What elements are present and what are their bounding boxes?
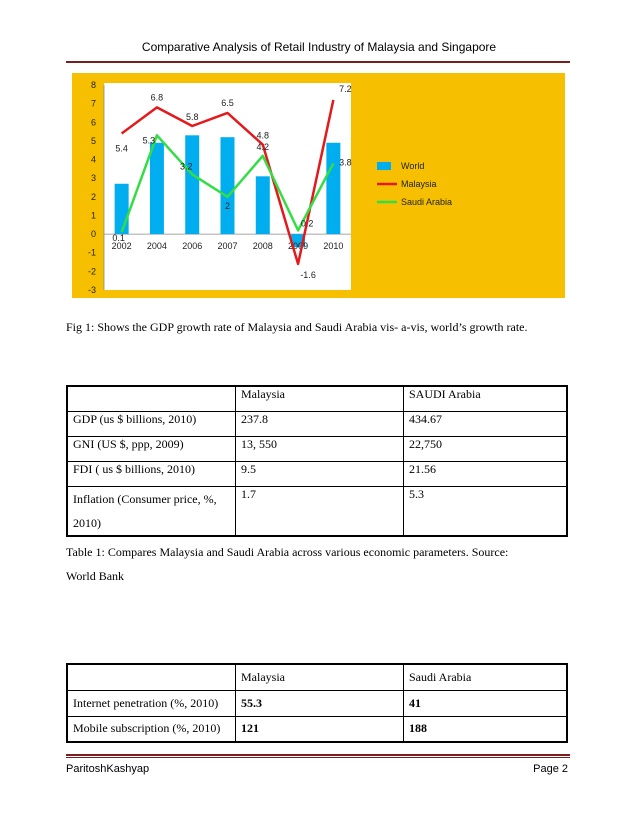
y-tick-label: -3 [87, 285, 96, 295]
cell-line: Inflation (Consumer price, %, [73, 491, 217, 506]
table-row [67, 716, 567, 742]
bar-world [150, 143, 164, 234]
table-cell: FDI ( us $ billions, 2010) [67, 461, 236, 486]
economic-table [66, 385, 568, 537]
caption-line: Table 1: Compares Malaysia and Saudi Arabia across various economic parameters. Source: [66, 545, 509, 559]
table-row [67, 690, 567, 716]
table-cell: Internet penetration (%, 2010) [67, 690, 236, 716]
footer-page: Page 2 [533, 763, 568, 775]
y-tick-label: -2 [87, 266, 96, 277]
legend-label: Saudi Arabia [401, 197, 453, 207]
data-label: 5.3 [142, 135, 156, 146]
legend-swatch-world [377, 162, 391, 170]
table-row [67, 486, 567, 536]
table-caption [66, 540, 508, 588]
table-cell: 1.7 [236, 486, 404, 536]
table-cell [236, 716, 404, 742]
table-cell [236, 690, 404, 716]
y-tick-label: 6 [90, 117, 96, 128]
legend-label: World [401, 161, 425, 171]
table-row [67, 461, 567, 486]
x-tick-label: 2006 [182, 241, 203, 252]
x-tick-label: 2007 [217, 241, 238, 252]
y-tick-label: 3 [90, 173, 96, 184]
gdp-growth-chart [72, 73, 565, 298]
data-label: 6.8 [150, 92, 164, 103]
figure-caption: Fig 1: Shows the GDP growth rate of Malaysia and Saudi Arabia vis- a-vis, world’s growth rate. [66, 320, 528, 334]
x-tick-label: 2004 [146, 241, 167, 252]
data-label: 0.2 [300, 218, 314, 229]
table-row [67, 386, 567, 411]
y-tick-label: 8 [90, 80, 96, 90]
bar-world [185, 135, 199, 234]
table-cell: 237.8 [236, 411, 404, 436]
y-tick-label: 0 [90, 229, 96, 240]
data-label: 7.2 [339, 83, 352, 94]
cell-value: 41 [409, 695, 421, 710]
table-cell: SAUDI Arabia [404, 386, 568, 411]
table-cell [67, 664, 236, 690]
table-cell: GNI (US $, ppp, 2009) [67, 436, 236, 461]
legend-label: Malaysia [401, 179, 437, 189]
table-row [67, 664, 567, 690]
bar-world [256, 176, 270, 234]
footer-rule-thin [66, 757, 570, 758]
table-cell: Malaysia [236, 386, 404, 411]
x-tick-label: 2009 [288, 241, 309, 252]
x-tick-label: 2002 [111, 241, 132, 252]
data-label: 5.8 [185, 112, 199, 122]
footer-author: ParitoshKashyap [66, 763, 150, 775]
y-tick-label: -1 [87, 247, 96, 258]
table-cell: 9.5 [236, 461, 404, 486]
data-label: 4.8 [256, 130, 270, 141]
table-cell [404, 690, 568, 716]
table-cell: 434.67 [404, 411, 568, 436]
table-row [67, 411, 567, 436]
page-header: Comparative Analysis of Retail Industry of Malaysia and Singapore [141, 40, 497, 54]
y-tick-label: 1 [90, 210, 96, 221]
data-label: 0.1 [112, 233, 125, 244]
y-tick-label: 4 [90, 154, 96, 165]
cell-value: 55.3 [241, 695, 262, 710]
data-label: 6.5 [221, 97, 234, 108]
bar-world [221, 137, 235, 234]
data-label: 5.4 [115, 143, 128, 154]
table-cell: Malaysia [236, 664, 404, 690]
data-label: 2 [224, 200, 231, 211]
table-cell: Saudi Arabia [404, 664, 568, 690]
data-label: 3.2 [179, 161, 193, 172]
y-tick-label: 5 [90, 135, 96, 146]
x-tick-label: 2010 [323, 241, 344, 252]
table-cell: 22,750 [404, 436, 568, 461]
table-cell: 21.56 [404, 461, 568, 486]
header-rule [66, 61, 570, 63]
data-label: -1.6 [300, 269, 316, 280]
cell-value: 121 [241, 721, 259, 736]
footer-rule [66, 754, 570, 756]
x-tick-label: 2008 [252, 241, 273, 252]
bar-world [115, 184, 129, 234]
data-label: 4.2 [256, 141, 270, 152]
cell-value: 188 [409, 721, 427, 736]
table-cell: Mobile subscription (%, 2010) [67, 716, 236, 742]
table-cell: 5.3 [404, 486, 568, 536]
y-tick-label: 2 [90, 191, 96, 202]
table-cell [404, 716, 568, 742]
table-cell [67, 486, 236, 536]
caption-line: World Bank [66, 569, 125, 583]
table-cell [67, 386, 236, 411]
table-cell: 13, 550 [236, 436, 404, 461]
table-row [67, 436, 567, 461]
cell-line: 2010) [73, 515, 101, 530]
y-tick-label: 7 [90, 98, 96, 109]
data-label: 3.8 [339, 157, 352, 168]
table-cell: GDP (us $ billions, 2010) [67, 411, 236, 436]
internet-table [66, 663, 568, 743]
